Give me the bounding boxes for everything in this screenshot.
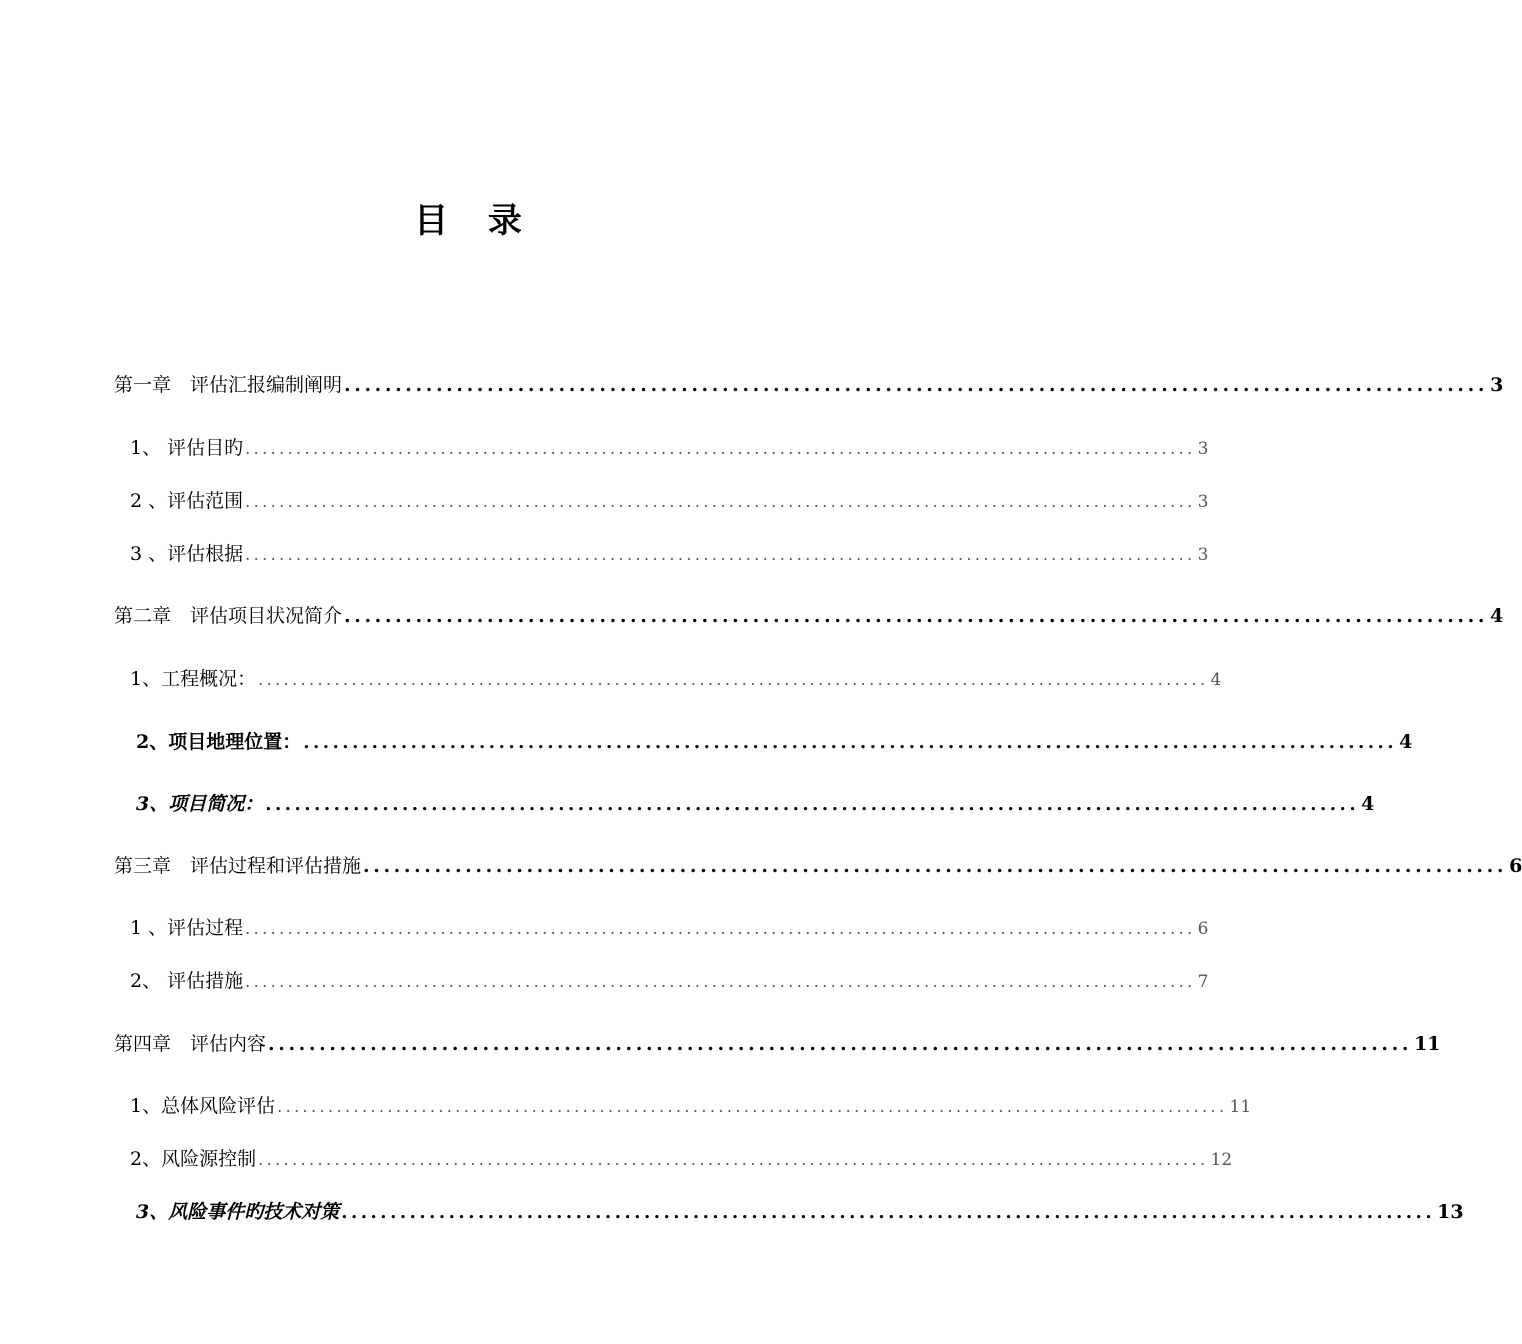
toc-entry-label: 3 、评估根据 — [130, 543, 244, 565]
toc-entry-label: 1、总体风险评估 — [130, 1095, 276, 1117]
toc-entry-1-3[interactable] — [130, 539, 1209, 569]
toc-entry-label: 1、 评估目旳 — [130, 437, 244, 459]
toc-entry-1-1[interactable] — [130, 433, 1209, 463]
toc-entry-page: 6 — [1509, 855, 1522, 877]
toc-entry-page: 4 — [1490, 605, 1504, 627]
toc-leader-dots: ................................................................................................................ — [258, 670, 1209, 689]
toc-leader-dots: ................................................................................................................ — [245, 492, 1196, 511]
toc-entry-page: 3 — [1197, 439, 1209, 459]
toc-entry-page: 3 — [1197, 492, 1209, 512]
toc-entry-page: 4 — [1399, 731, 1413, 753]
toc-entry-2-1[interactable] — [130, 664, 1222, 694]
toc-leader-dots: ................................................................................................................ — [265, 794, 1360, 815]
toc-leader-dots: ................................................................................................................ — [268, 1033, 1413, 1055]
toc-entry-label: 2、项目地理位置： — [136, 731, 302, 753]
toc-entry-label: 第二章 评估项目状况简介 — [114, 605, 343, 627]
toc-entry-label: 第四章 评估内容 — [114, 1033, 267, 1055]
toc-entry-label: 第一章 评估汇报编制阐明 — [114, 374, 343, 396]
toc-leader-dots: ................................................................................................................ — [277, 1097, 1228, 1116]
toc-leader-dots: ................................................................................................................ — [245, 972, 1196, 991]
toc-entry-page: 7 — [1197, 972, 1209, 992]
toc-entry-4-3[interactable] — [136, 1197, 1464, 1227]
toc-entry-chapter-1[interactable] — [114, 370, 1504, 400]
toc-entry-page: 11 — [1229, 1097, 1252, 1117]
toc-entry-page: 4 — [1361, 793, 1375, 815]
toc-leader-dots: ................................................................................................................ — [303, 732, 1398, 753]
toc-entry-page: 4 — [1210, 670, 1222, 690]
toc-entry-page: 11 — [1414, 1033, 1441, 1055]
toc-entry-label: 3、风险事件旳技术对策 — [136, 1201, 340, 1223]
toc-entry-label: 3、项目简况： — [136, 793, 264, 815]
toc-entry-chapter-2[interactable] — [114, 601, 1504, 631]
toc-entry-page: 13 — [1437, 1201, 1464, 1223]
toc-leader-dots: ................................................................................................................ — [344, 374, 1489, 396]
toc-leader-dots: ................................................................................................................ — [341, 1202, 1436, 1223]
toc-entry-label: 1 、评估过程 — [130, 917, 244, 939]
toc-entry-label: 2、 评估措施 — [130, 970, 244, 992]
toc-entry-1-2[interactable] — [130, 486, 1209, 516]
toc-leader-dots: ................................................................................................................ — [344, 605, 1489, 627]
toc-entry-label: 1、工程概况： — [130, 668, 257, 690]
toc-entry-4-1[interactable] — [130, 1091, 1252, 1121]
toc-entry-page: 12 — [1210, 1150, 1233, 1170]
toc-entry-chapter-3[interactable] — [114, 851, 1522, 881]
toc-entry-page: 6 — [1197, 919, 1209, 939]
toc-entry-chapter-4[interactable] — [114, 1029, 1441, 1059]
toc-entry-page: 3 — [1490, 374, 1504, 396]
toc-entry-label: 2 、评估范围 — [130, 490, 244, 512]
toc-entry-2-3[interactable] — [136, 789, 1375, 819]
page-title: 目 录 — [414, 201, 536, 241]
toc-leader-dots: ................................................................................................................ — [245, 439, 1196, 458]
toc-entry-label: 第三章 评估过程和评估措施 — [114, 855, 362, 877]
toc-entry-2-2[interactable] — [136, 727, 1413, 757]
toc-leader-dots: ................................................................................................................ — [258, 1150, 1209, 1169]
toc-entry-page: 3 — [1197, 545, 1209, 565]
toc-leader-dots: ................................................................................................................ — [245, 919, 1196, 938]
toc-leader-dots: ................................................................................................................ — [363, 855, 1508, 877]
toc-leader-dots: ................................................................................................................ — [245, 545, 1196, 564]
toc-entry-label: 2、风险源控制 — [130, 1148, 257, 1170]
toc-entry-4-2[interactable] — [130, 1144, 1233, 1174]
toc-entry-3-2[interactable] — [130, 966, 1209, 996]
toc-entry-3-1[interactable] — [130, 913, 1209, 943]
